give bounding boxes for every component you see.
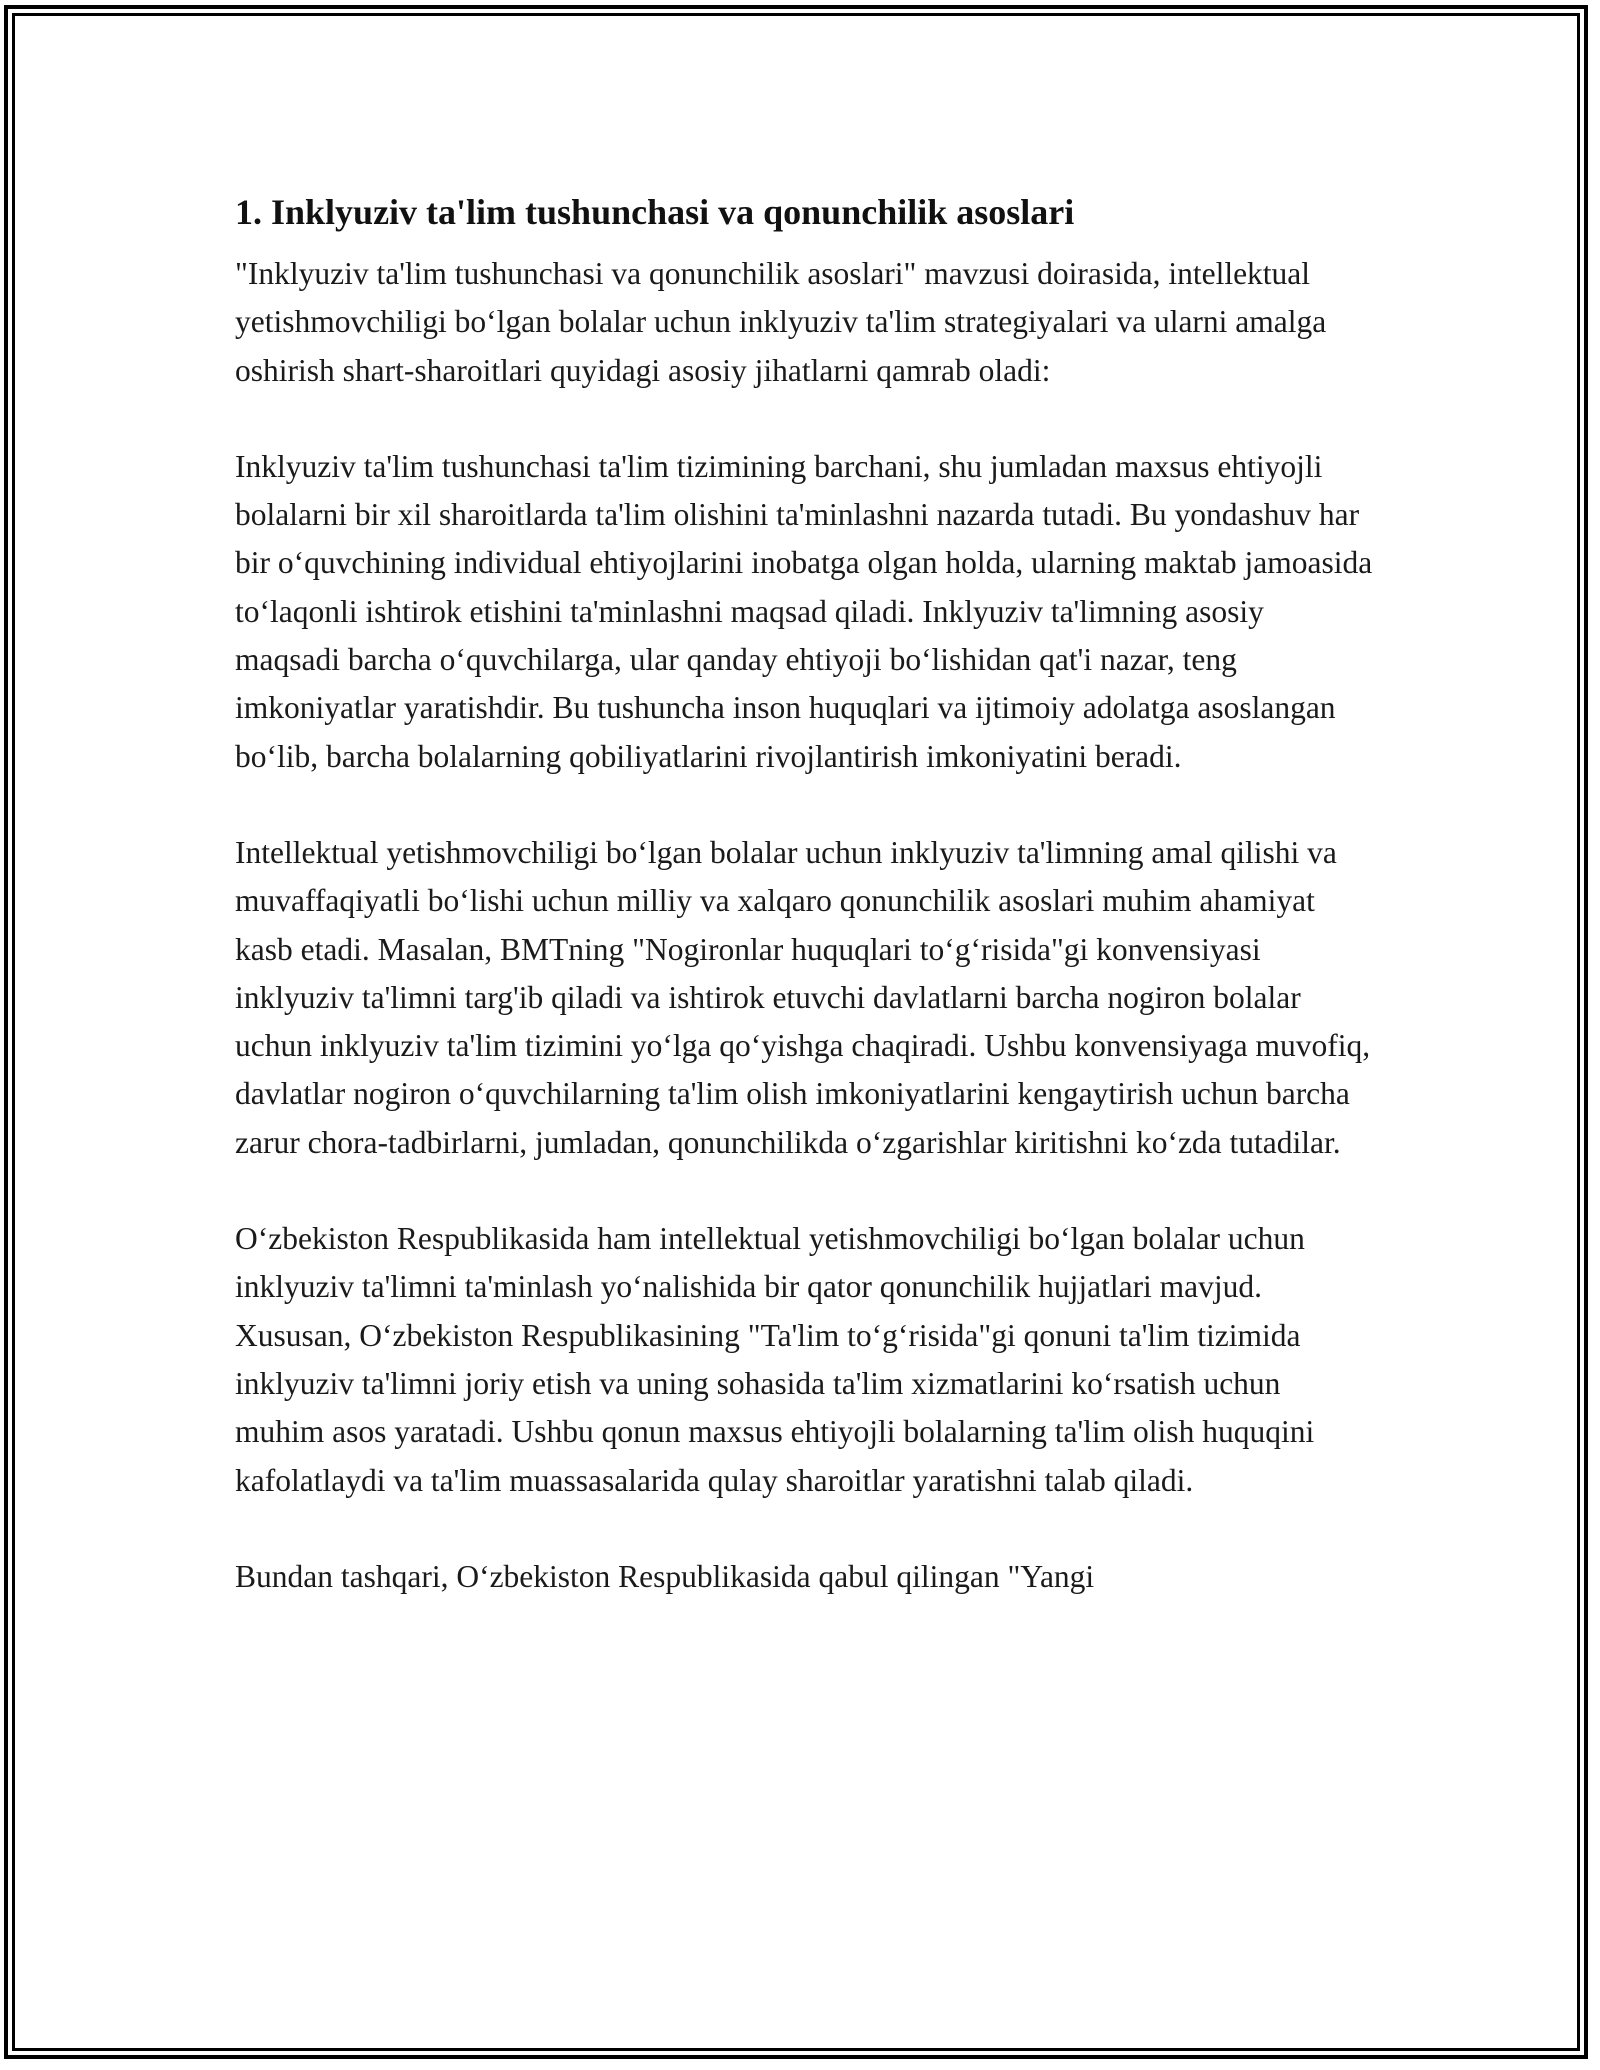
paragraph-intro: "Inklyuziv ta'lim tushunchasi va qonunchilik asoslari" mavzusi doirasida, intellektual yetishmovchiligi bo‘lgan bolalar uchun inklyuziv ta'lim strategiyalari va ularni amalga oshirish shart-sharoitlari quyidagi asosiy jihatlarni qamrab oladi:	[235, 256, 1327, 388]
document-body	[235, 188, 1375, 1649]
paragraph-uzbekistan-law: O‘zbekiston Respublikasida ham intellektual yetishmovchiligi bo‘lgan bolalar uchun inklyuziv ta'limni ta'minlash yo‘nalishida bir qator qonunchilik hujjatlari mavjud. Xususan, O‘zbekiston Respublikasining "Ta'lim to‘g‘risida"gi qonuni ta'lim tizimida inklyuziv ta'limni joriy etish va uning sohasida ta'lim xizmatlarini ko‘rsatish uchun muhim asos yaratadi. Ushbu qonun maxsus ehtiyojli bolalarning ta'lim olish huquqini kafolatlaydi va ta'lim muassasalarida qulay sharoitlar yaratishni talab qiladi.	[235, 1221, 1315, 1498]
paragraph-international-law: Intellektual yetishmovchiligi bo‘lgan bolalar uchun inklyuziv ta'limning amal qilishi va muvaffaqiyatli bo‘lishi uchun milliy va xalqaro qonunchilik asoslari muhim ahamiyat kasb etadi. Masalan, BMTning "Nogironlar huquqlari to‘g‘risida"gi konvensiyasi inklyuziv ta'limni targ'ib qiladi va ishtirok etuvchi davlatlarni barcha nogiron bolalar uchun inklyuziv ta'lim tizimini yo‘lga qo‘yishga chaqiradi. Ushbu konvensiyaga muvofiq, davlatlar nogiron o‘quvchilarning ta'lim olish imkoniyatlarini kengaytirish uchun barcha zarur chora-tadbirlarni, jumladan, qonunchilikda o‘zgarishlar kiritishni ko‘zda tutadilar.	[235, 834, 1371, 1160]
section-heading: 1. Inklyuziv ta'lim tushunchasi va qonunchilik asoslari	[235, 192, 1075, 232]
paragraph-concept: Inklyuziv ta'lim tushunchasi ta'lim tizimining barchani, shu jumladan maxsus ehtiyojli bolalarni bir xil sharoitlarda ta'lim olishini ta'minlashni nazarda tutadi. Bu yondashuv har bir o‘quvchining individual ehtiyojlarini inobatga olgan holda, ularning maktab jamoasida to‘laqonli ishtirok etishini ta'minlashni maqsad qiladi. Inklyuziv ta'limning asosiy maqsadi barcha o‘quvchilarga, ular qanday ehtiyoji bo‘lishidan qat'i nazar, teng imkoniyatlar yaratishdir. Bu tushuncha inson huquqlari va ijtimoiy adolatga asoslangan bo‘lib, barcha bolalarning qobiliyatlarini rivojlantirish imkoniyatini beradi.	[235, 448, 1373, 774]
paragraph-continuation: Bundan tashqari, O‘zbekiston Respublikasida qabul qilingan "Yangi	[235, 1558, 1095, 1594]
